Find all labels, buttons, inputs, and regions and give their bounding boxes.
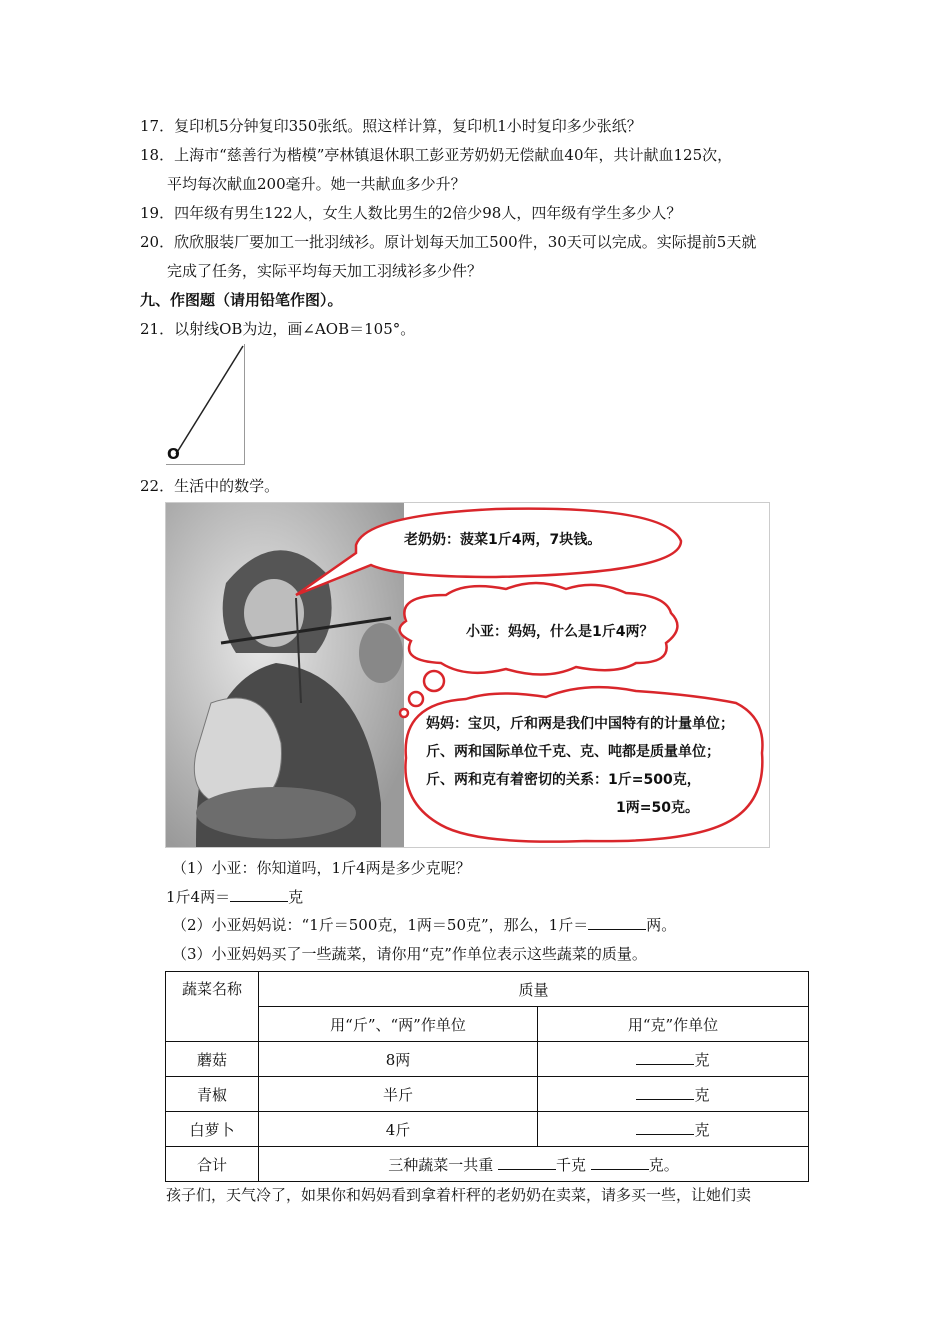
gram-blank[interactable] [636, 1085, 694, 1100]
mom-speech-line1: 妈妈：宝贝，斤和两是我们中国特有的计量单位； [426, 716, 734, 732]
sub2-prefix: （2）小亚妈妈说：“1斤＝500克，1两＝50克”，那么，1斤＝ [172, 916, 589, 934]
veg-name: 蘑菇 [166, 1042, 259, 1077]
total-g-unit: 克。 [648, 1155, 679, 1174]
grandma-speech: 老奶奶：菠菜1斤4两，7块钱。 [404, 532, 602, 548]
vegetable-table [165, 971, 809, 1182]
sub-question-1: （1）小亚：你知道吗，1斤4两是多少克呢？ [172, 859, 471, 877]
sub-question-2 [172, 914, 676, 936]
total-kg-unit: 千克 [555, 1155, 586, 1174]
answer-suffix: 克 [288, 888, 304, 906]
veg-gram-cell[interactable] [538, 1042, 809, 1077]
gram-blank[interactable] [636, 1120, 694, 1135]
question-17: 17．复印机5分钟复印350张纸。照这样计算，复印机1小时复印多少张纸？ [140, 117, 642, 135]
answer-blank[interactable] [230, 887, 288, 902]
gram-unit: 克 [694, 1050, 710, 1069]
table-row [166, 1077, 809, 1112]
table-subheader-row [166, 1007, 809, 1042]
veg-gram-cell[interactable] [538, 1112, 809, 1147]
grandma-photo [166, 503, 769, 847]
question-20-line1: 20．欣欣服装厂要加工一批羽绒衫。原计划每天加工500件，30天可以完成。实际提前5天就 [140, 233, 757, 251]
gram-blank[interactable] [636, 1050, 694, 1065]
question-21: 21．以射线OB为边，画∠AOB＝105°。 [140, 320, 416, 338]
header-mass: 质量 [259, 972, 809, 1007]
question-20-line2: 完成了任务，实际平均每天加工羽绒衫多少件？ [167, 262, 483, 280]
sub2-blank[interactable] [588, 915, 646, 930]
question-22-title: 22．生活中的数学。 [140, 477, 280, 495]
table-total-row [166, 1147, 809, 1182]
table-header-row [166, 972, 809, 1007]
footer-text: 孩子们，天气冷了，如果你和妈妈看到拿着杆秤的老奶奶在卖菜，请多买一些，让她们卖 [166, 1186, 752, 1204]
veg-jin: 8两 [259, 1042, 538, 1077]
ray-drawing-area [166, 344, 245, 465]
header-jin-liang: 用“斤”、“两”作单位 [259, 1007, 538, 1042]
veg-gram-cell[interactable] [538, 1077, 809, 1112]
header-gram: 用“克”作单位 [538, 1007, 809, 1042]
question-18-line2: 平均每次献血200毫升。她一共献血多少升？ [167, 175, 466, 193]
total-cell[interactable] [259, 1147, 809, 1182]
sub-question-3: （3）小亚妈妈买了一些蔬菜，请你用“克”作单位表示这些蔬菜的质量。 [172, 945, 647, 963]
total-prefix: 三种蔬菜一共重 [388, 1155, 494, 1174]
veg-jin: 4斤 [259, 1112, 538, 1147]
gram-unit: 克 [694, 1120, 710, 1139]
mom-speech-line2: 斤、两和国际单位千克、克、吨都是质量单位； [426, 744, 720, 760]
table-row [166, 1042, 809, 1077]
mom-speech-line3: 斤、两和克有着密切的关系：1斤=500克， [426, 772, 701, 788]
sub2-suffix: 两。 [646, 916, 677, 934]
veg-name: 青椒 [166, 1077, 259, 1112]
xiaoya-speech: 小亚：妈妈，什么是1斤4两？ [466, 624, 654, 640]
total-label: 合计 [166, 1147, 259, 1182]
veg-jin: 半斤 [259, 1077, 538, 1112]
sub-question-1-answer [166, 886, 303, 908]
life-math-illustration [165, 502, 770, 848]
section-heading: 九、作图题（请用铅笔作图）。 [140, 291, 343, 309]
question-18-line1: 18．上海市“慈善行为楷模”亭林镇退休职工彭亚芳奶奶无偿献血40年，共计献血125次， [140, 146, 733, 164]
total-kg-blank[interactable] [498, 1155, 556, 1170]
question-19: 19．四年级有男生122人，女生人数比男生的2倍少98人，四年级有学生多少人？ [140, 204, 682, 222]
ray-origin-label: O [167, 445, 180, 463]
answer-prefix: 1斤4两＝ [166, 888, 231, 906]
header-vegetable-name: 蔬菜名称 [166, 972, 259, 1042]
mom-speech-line4: 1两=50克。 [616, 800, 699, 816]
gram-unit: 克 [694, 1085, 710, 1104]
table-row [166, 1112, 809, 1147]
total-g-blank[interactable] [591, 1155, 649, 1170]
veg-name: 白萝卜 [166, 1112, 259, 1147]
